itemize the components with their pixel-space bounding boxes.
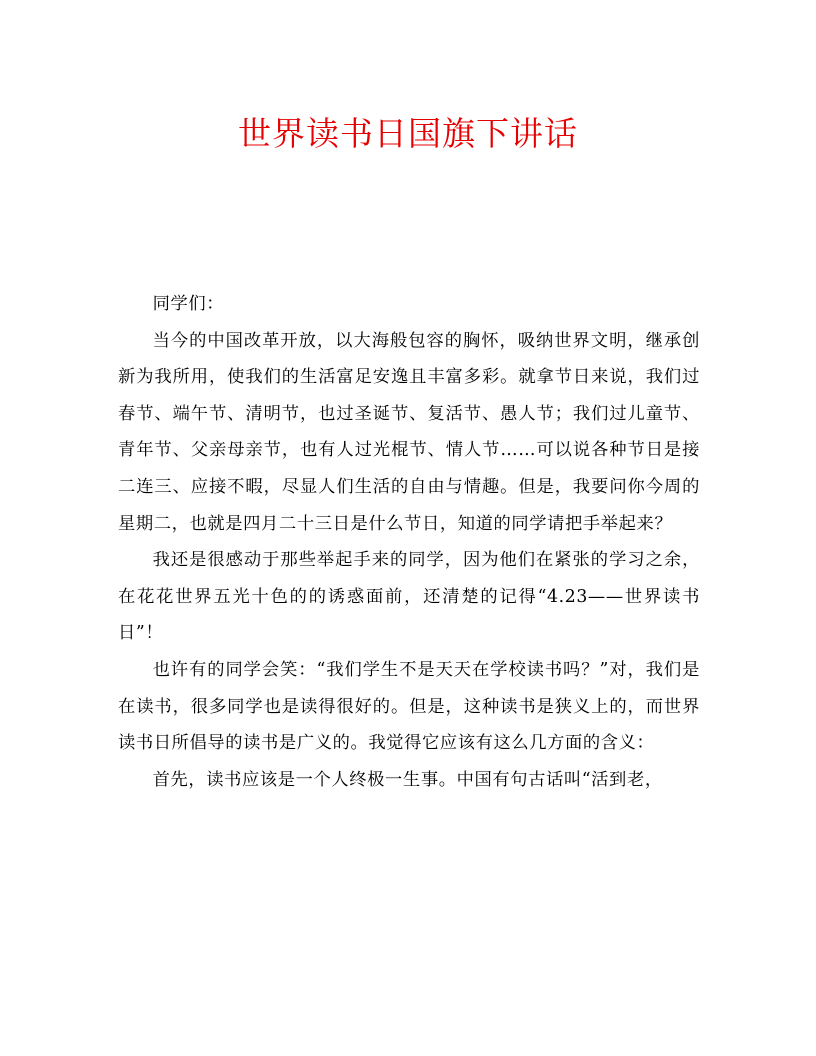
paragraph-4: 首先，读书应该是一个人终极一生事。中国有句古话叫“活到老， [152,769,663,790]
paragraph-2: 我还是很感动于那些举起手来的同学，因为他们在紧张的学习之余，在花花世界五光十色的的诱惑面前，还清楚的记得“4.23——世界读书日”！ [118,550,700,644]
paragraph-1: 当今的中国改革开放，以大海般包容的胸怀，吸纳世界文明，继承创新为我所用，使我们的生活富足安逸且丰富多彩。就拿节日来说，我们过春节、端午节、清明节，也过圣诞节、复活节、愚人节；我们过儿童节、青年节、父亲母亲节，也有人过光棍节、情人节……可以说各种节日是接二连三、应接不暇，尽显人们生活的自由与情趣。但是，我要问你今周的星期二，也就是四月二十三日是什么节日，知道的同学请把手举起来？ [118,330,700,534]
paragraph-3: 也许有的同学会笑：“我们学生不是天天在学校读书吗？”对，我们是在读书，很多同学也是读得很好的。但是，这种读书是狭义上的，而世界读书日所倡导的读书是广义的。我觉得它应该有这么几方面的含义： [118,659,700,754]
document-body [118,286,700,798]
document-title: 世界读书日国旗下讲话 [238,114,578,153]
paragraph-greeting: 同学们： [152,294,225,314]
